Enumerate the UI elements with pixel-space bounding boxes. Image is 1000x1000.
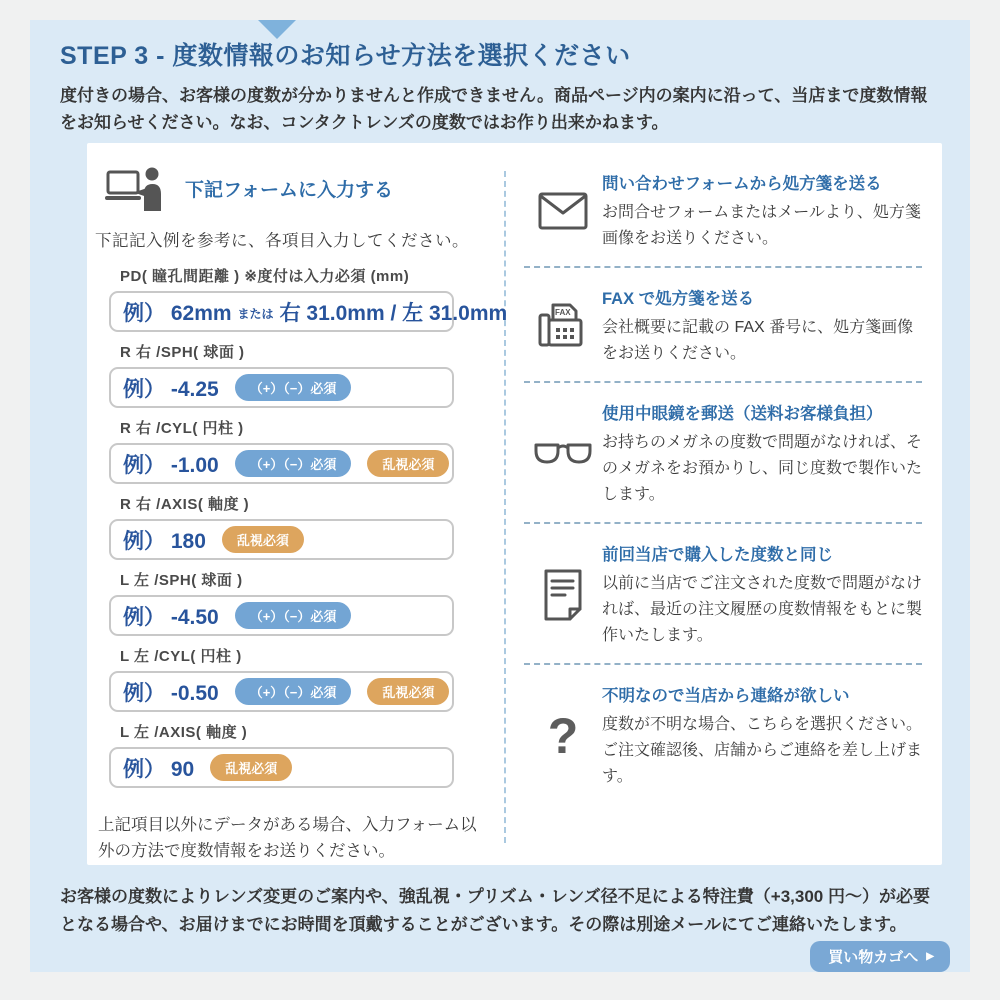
- badge-astigmatism-required: 乱視必須: [222, 526, 304, 553]
- badge-plus-minus-required: （+）（−）必須: [235, 374, 352, 401]
- field-r-axis: [95, 493, 494, 560]
- field-l-cyl: [95, 645, 494, 712]
- field-example-text: 例） -0.50: [123, 681, 219, 705]
- field-label: R 右 /CYL( 円柱 ): [120, 420, 244, 437]
- method-title: 問い合わせフォームから処方箋を送る: [602, 175, 882, 193]
- field-label: R 右 /SPH( 球面 ): [120, 344, 245, 361]
- method-text: [602, 400, 922, 508]
- field-example-box: [109, 519, 454, 560]
- other-methods-section: [504, 143, 942, 865]
- bottom-note: お客様の度数によりレンズ変更のご案内や、強乱視・プリズム・レンズ径不足による特注費（+3,300 円〜）が必要となる場合や、お届けまでにお時間を頂戴することがございます。その際は別途メールにてご連絡いたします。: [60, 887, 930, 934]
- person-at-computer-icon: [105, 165, 167, 211]
- field-r-sph: [95, 341, 494, 408]
- arrow-right-icon: ▶: [926, 950, 934, 962]
- question-icon: [524, 682, 602, 790]
- method-description: 度数が不明な場合、こちらを選択ください。ご注文確認後、店舗からご連絡を差し上げます。: [602, 716, 923, 785]
- badge-plus-minus-required: （+）（−）必須: [235, 602, 352, 629]
- field-example-text2: 右 31.0mm / 左 31.0mm: [279, 301, 508, 325]
- method-title: 使用中眼鏡を郵送（送料お客様負担）: [602, 405, 883, 423]
- method-title: FAX で処方箋を送る: [602, 290, 755, 308]
- method-description: 会社概要に記載の FAX 番号に、処方箋画像をお送りください。: [602, 319, 914, 362]
- field-example-text: 例） 180: [123, 529, 206, 553]
- cart-button[interactable]: [810, 941, 950, 972]
- method-description: お問合せフォームまたはメールより、処方箋画像をお送りください。: [602, 204, 921, 247]
- field-example-box: [109, 443, 454, 484]
- field-example-box: [109, 291, 508, 332]
- method-text: [602, 682, 922, 790]
- method-text: [602, 541, 922, 649]
- glasses-icon: [524, 400, 602, 508]
- content-card: [87, 143, 942, 865]
- form-instruction: 下記記入例を参考に、各項目入力してください。: [95, 232, 469, 250]
- envelope-icon: [524, 170, 602, 252]
- field-l-axis: [95, 721, 494, 788]
- field-pd: [95, 265, 508, 332]
- badge-astigmatism-required: 乱視必須: [367, 450, 449, 477]
- field-label: L 左 /SPH( 球面 ): [120, 572, 243, 589]
- method-text: [602, 285, 922, 367]
- field-label: R 右 /AXIS( 軸度 ): [120, 496, 250, 513]
- badge-astigmatism-required: 乱視必須: [367, 678, 449, 705]
- document-icon: [524, 541, 602, 649]
- field-example-text: 例） 90: [123, 757, 195, 781]
- field-example-box: [109, 595, 454, 636]
- method-mail-glasses: [524, 383, 922, 524]
- method-unknown-contact: [524, 665, 922, 804]
- cart-button-label: 買い物カゴへ: [828, 949, 919, 966]
- field-example-text: 例） 62mm: [123, 301, 232, 325]
- field-example-text: 例） -4.25: [123, 377, 219, 401]
- svg-text:FAX: FAX: [555, 308, 571, 317]
- field-l-sph: [95, 569, 494, 636]
- field-label: PD( 瞳孔間距離 ) ※度付は入力必須 (mm): [120, 268, 410, 285]
- method-description: 以前に当店でご注文された度数で問題がなければ、最近の注文履歴の度数情報をもとに製作いたします。: [602, 575, 923, 644]
- step3-panel: [30, 20, 970, 972]
- field-label: L 左 /CYL( 円柱 ): [120, 648, 242, 665]
- field-example-text: 例） -4.50: [123, 605, 219, 629]
- badge-plus-minus-required: （+）（−）必須: [235, 678, 352, 705]
- method-contact-form: [524, 153, 922, 268]
- form-section-title: 下記フォームに入力する: [185, 179, 394, 201]
- field-label: L 左 /AXIS( 軸度 ): [120, 724, 248, 741]
- field-example-suffix: または: [237, 306, 274, 321]
- field-example-box: [109, 367, 454, 408]
- form-footer-note: 上記項目以外にデータがある場合、入力フォーム以外の方法で度数情報をお送りください。: [98, 816, 477, 860]
- badge-astigmatism-required: 乱視必須: [210, 754, 292, 781]
- method-text: [602, 170, 922, 252]
- form-fields: [95, 265, 508, 788]
- method-previous-order: [524, 524, 922, 665]
- field-example-box: [109, 671, 454, 712]
- field-r-cyl: [95, 417, 494, 484]
- field-example-text: 例） -1.00: [123, 453, 219, 477]
- page-title: STEP 3 - 度数情報のお知らせ方法を選択ください: [60, 42, 631, 70]
- method-title: 前回当店で購入した度数と同じ: [602, 546, 833, 564]
- form-example-section: [87, 143, 508, 865]
- method-description: お持ちのメガネの度数で問題がなければ、そのメガネをお預かりし、同じ度数で製作いたします。: [602, 434, 923, 503]
- question-glyph: ?: [547, 708, 579, 764]
- method-title: 不明なので当店から連絡が欲しい: [602, 687, 850, 705]
- form-section-header: [105, 165, 494, 211]
- method-fax: [524, 268, 922, 383]
- badge-plus-minus-required: （+）（−）必須: [235, 450, 352, 477]
- intro-text: 度付きの場合、お客様の度数が分かりませんと作成できません。商品ページ内の案内に沿って、当店まで度数情報をお知らせください。なお、コンタクトレンズの度数ではお作り出来かねます。: [60, 86, 928, 132]
- field-example-box: [109, 747, 454, 788]
- fax-icon: [524, 285, 602, 367]
